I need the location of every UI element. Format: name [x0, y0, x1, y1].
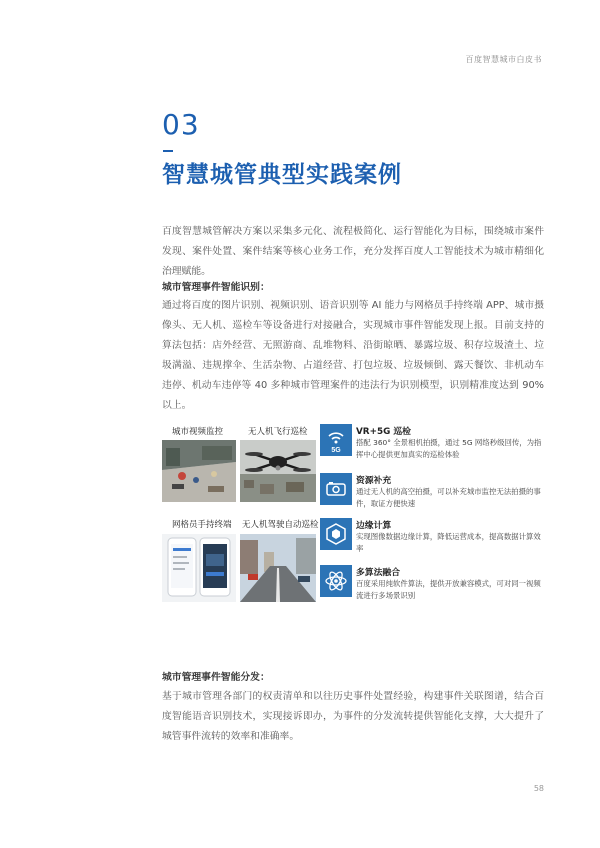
dispatch-heading: 城市管理事件智能分发：	[162, 672, 270, 683]
label-drone-patrol: 无人机飞行巡检	[248, 427, 308, 437]
surveillance-photo	[162, 440, 236, 502]
label-autonomous: 无人机驾驶自动巡检	[242, 520, 319, 530]
feature-fusion-desc: 百度采用纯软件算法，提供开放兼容模式，可对同一视频流进行多场景识别	[356, 579, 541, 600]
svg-text:5G: 5G	[331, 447, 341, 454]
page-number: 58	[533, 784, 544, 793]
feature-edge-title: 边缘计算	[356, 521, 392, 531]
handheld-photo	[162, 534, 236, 602]
edge-computing-icon	[320, 518, 352, 550]
header-title: 百度智慧城市白皮书	[465, 55, 542, 64]
feature-edge-desc: 实现图像数据边缘计算，降低运营成本，提高数据计算效率	[356, 532, 541, 553]
feature-fusion-title: 多算法融合	[356, 568, 400, 578]
identification-body: 通过将百度的图片识别、视频识别、语音识别等 AI 能力与网格员手持终端 APP、城市摄像头、无人机、巡检车等设备进行对接融合，实现城市事件智能发现上报。目前支持的算法包括：店外经营、无照游商、乱堆物料、沿街晾晒、暴露垃圾、积存垃圾渣土、垃圾满溢、违规撑伞、生活杂物、占道经营、打包垃圾、垃圾倾倒、露天餐饮、非机动车违停、机动车违停等 40 多种城市管理案件的违法行为识别模型，识别精准度达到 90% 以上。	[162, 300, 544, 411]
atom-icon	[320, 565, 352, 597]
feature-resource-desc: 通过无人机的高空拍摄，可以补充城市监控无法拍摄的事件，取证方便快速	[356, 487, 541, 508]
label-surveillance: 城市视频监控	[172, 427, 224, 437]
identification-heading: 城市管理事件智能识别：	[162, 282, 270, 293]
drone-photo	[240, 440, 316, 502]
5g-signal-icon	[320, 424, 352, 456]
section-divider	[163, 150, 173, 152]
section-number: 03	[162, 108, 200, 141]
label-handheld: 网格员手持终端	[172, 520, 232, 530]
feature-vr5g-title: VR+5G 巡检	[356, 427, 411, 437]
feature-vr5g-desc: 搭配 360° 全景相机拍摄，通过 5G 网络秒级回传，为指挥中心提供更加真实的巡检体验	[356, 438, 542, 459]
solution-figure	[162, 410, 544, 610]
dispatch-body: 基于城市管理各部门的权责清单和以往历史事件处置经验，构建事件关联图谱，结合百度智能语音识别技术，实现接诉即办，为事件的分发流转提供智能化支撑，大大提升了城管事件流转的效率和准确率。	[162, 691, 544, 742]
feature-resource-title: 资源补充	[356, 476, 392, 486]
autonomous-photo	[240, 534, 316, 602]
page-title: 智慧城管典型实践案例	[162, 162, 402, 188]
camera-icon	[320, 473, 352, 505]
intro-paragraph: 百度智慧城管解决方案以采集多元化、流程极简化、运行智能化为目标，围绕城市案件发现、案件处置、案件结案等核心业务工作，充分发挥百度人工智能技术为城市精细化治理赋能。	[162, 226, 544, 277]
